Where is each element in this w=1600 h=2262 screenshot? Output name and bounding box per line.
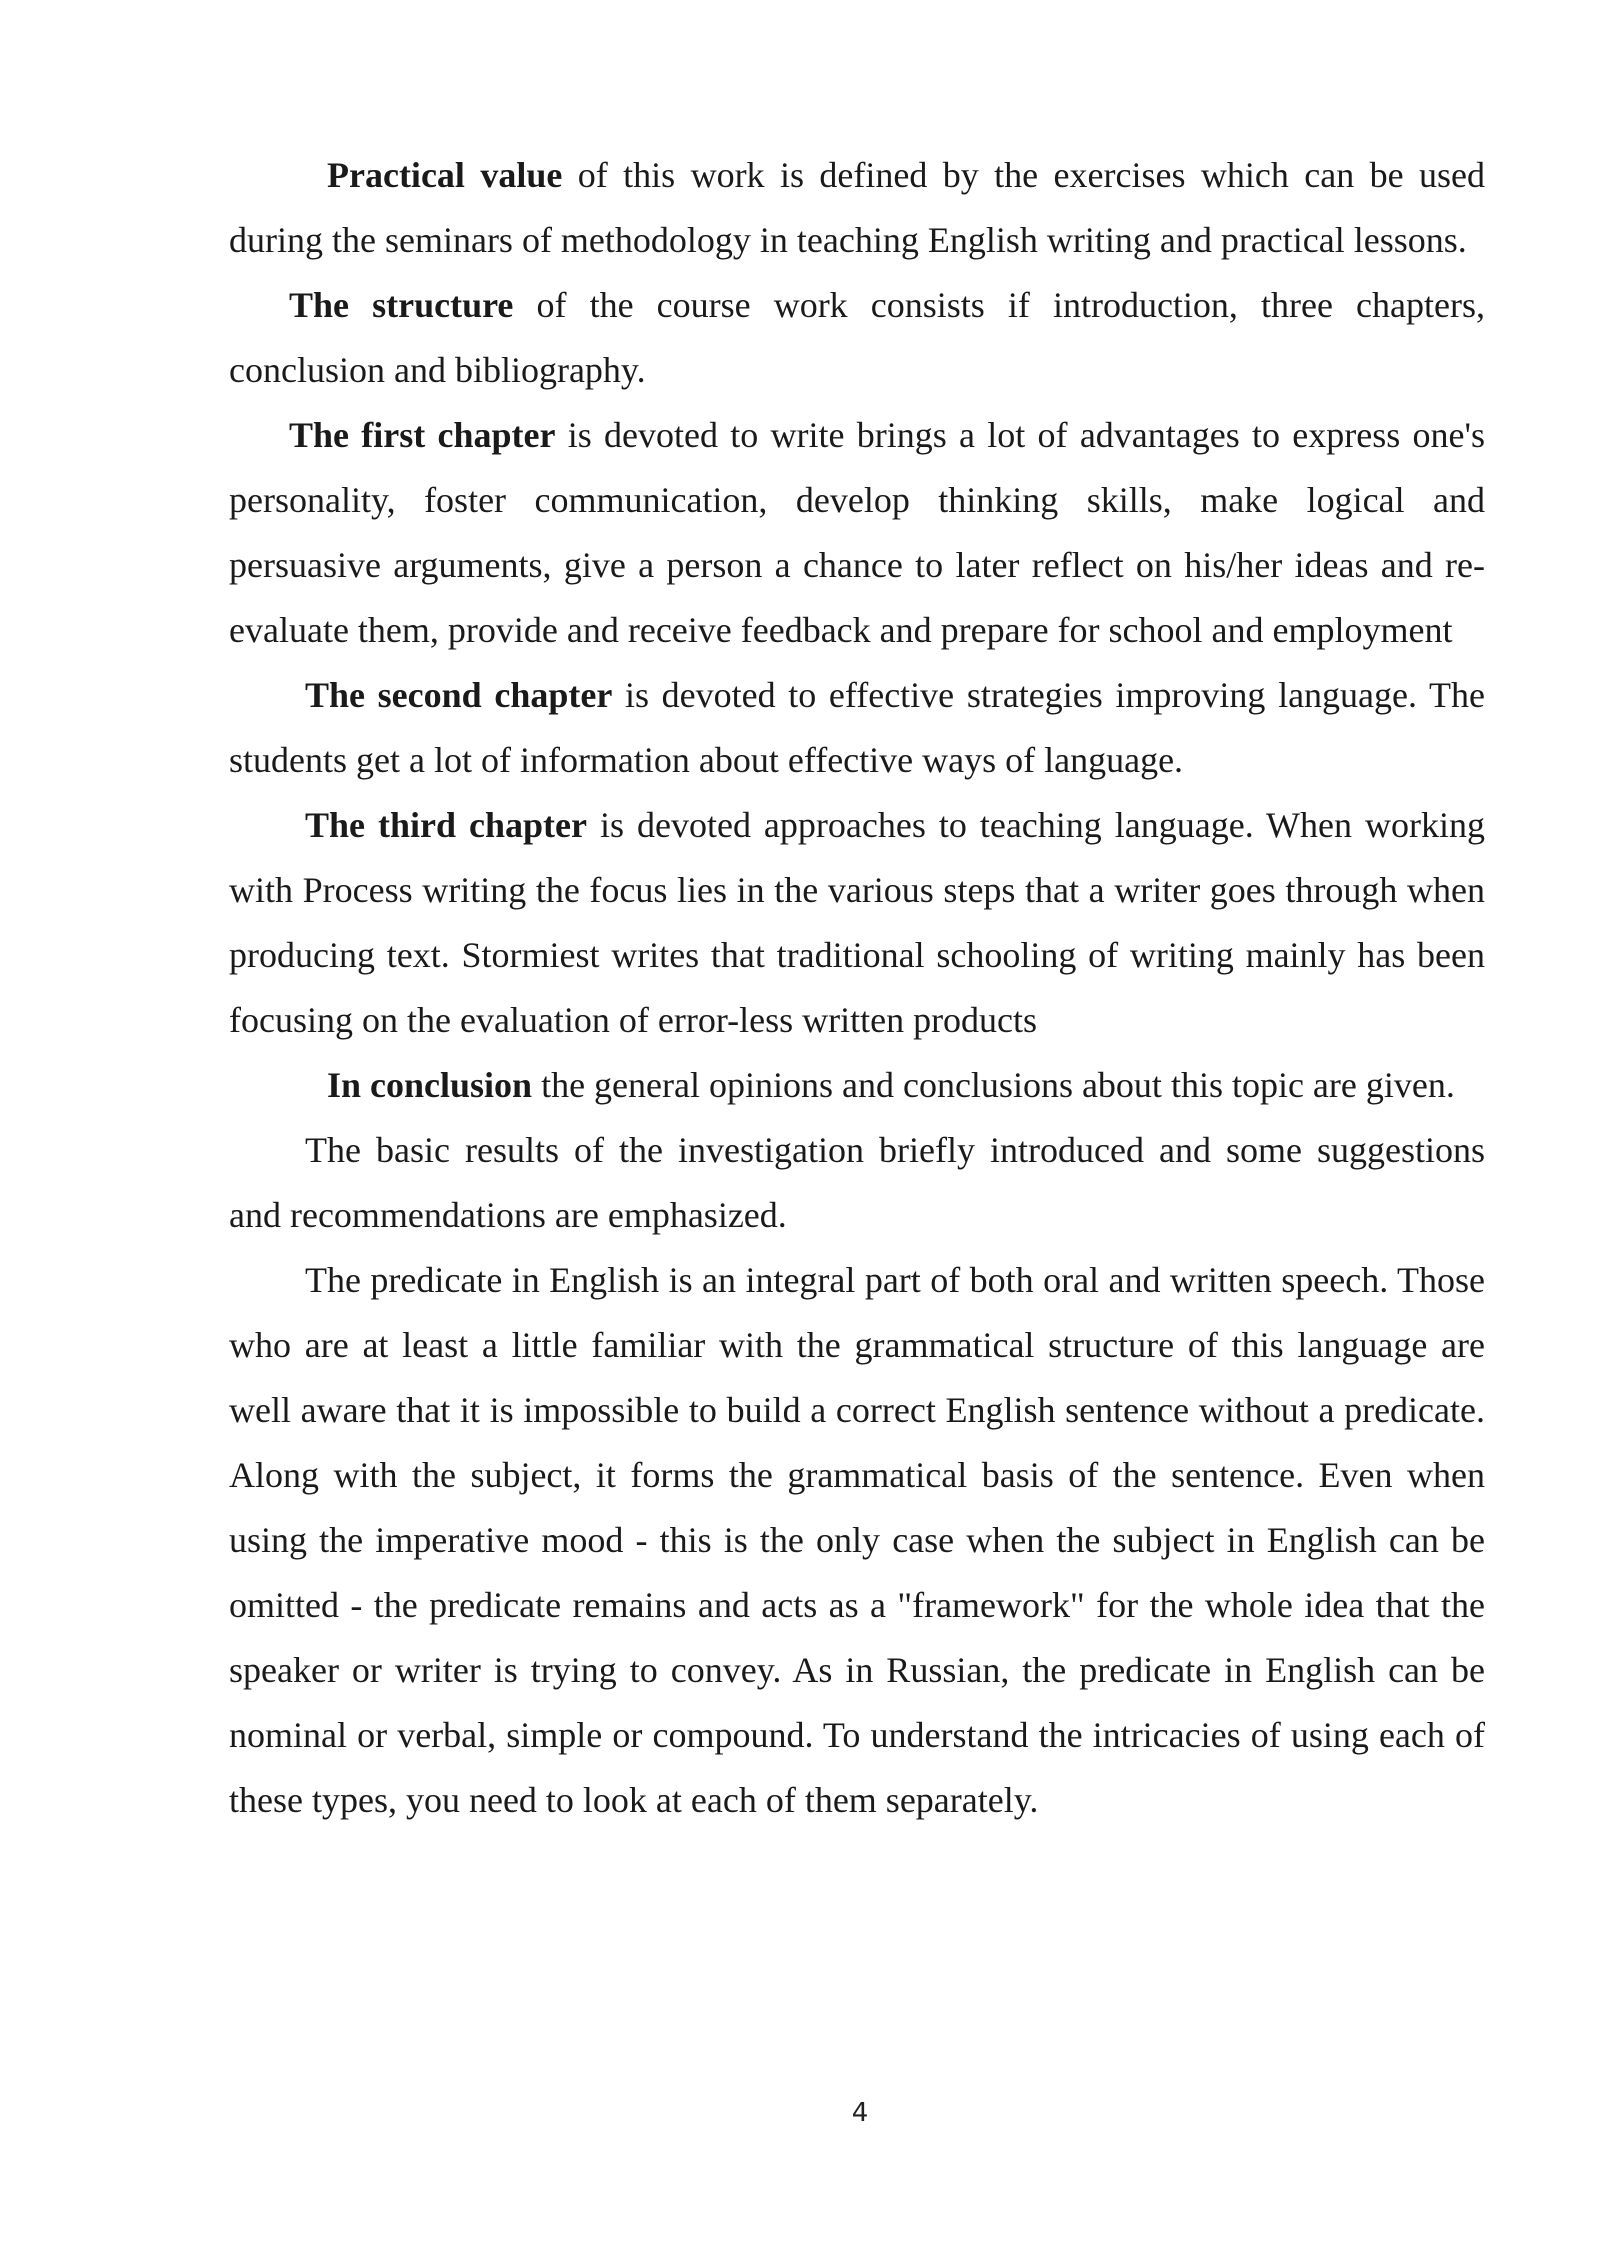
paragraph-heading: Practical value: [327, 155, 563, 195]
paragraph-text: is devoted approaches to teaching language. When working with Process writing the focus lies in the various steps that a writer goes through when producing text. Stormiest writes that traditional schooling of writing mainly has been focusing on the evaluation of error-less written products: [229, 805, 1485, 1040]
paragraph-text: The basic results of the investigation briefly introduced and some suggestions and recommendations are emphasized.: [229, 1130, 1485, 1235]
paragraph-practical-value: [229, 143, 1485, 273]
page-number: 4: [851, 2098, 869, 2128]
paragraph-text: is devoted to write brings a lot of advantages to express one's personality, foster communication, develop thinking skills, make logical and persuasive arguments, give a person a chance to later reflect on his/her ideas and re-evaluate them, provide and receive feedback and prepare for school and employment: [229, 415, 1485, 650]
paragraph-second-chapter: [229, 663, 1485, 793]
paragraph-heading: The structure: [289, 285, 514, 325]
paragraph-structure: [229, 273, 1485, 403]
paragraph-text: is devoted to effective strategies improving language. The students get a lot of information about effective ways of language.: [229, 675, 1485, 780]
paragraph-text: of the course work consists if introduction, three chapters, conclusion and bibliography.: [229, 285, 1485, 390]
paragraph-text: of this work is defined by the exercises which can be used during the seminars of methodology in teaching English writing and practical lessons.: [229, 155, 1486, 260]
paragraph-text: the general opinions and conclusions about this topic are given.: [532, 1065, 1455, 1105]
paragraph-text: The predicate in English is an integral part of both oral and written speech. Those who are at least a little familiar with the grammatical structure of this language are well aware that it is impossible to build a correct English sentence without a predicate. Along with the subject, it forms the grammatical basis of the sentence. Even when using the imperative mood - this is the only case when the subject in English can be omitted - the predicate remains and acts as a "framework" for the whole idea that the speaker or writer is trying to convey. As in Russian, the predicate in English can be nominal or verbal, simple or compound. To understand the intricacies of using each of these types, you need to look at each of them separately.: [229, 1260, 1485, 1820]
paragraph-basic-results: [229, 1118, 1485, 1248]
paragraph-heading: In conclusion: [327, 1065, 533, 1105]
paragraph-conclusion: [229, 1053, 1485, 1118]
paragraph-third-chapter: [229, 793, 1485, 1053]
paragraph-first-chapter: [229, 403, 1485, 663]
paragraph-heading: The second chapter: [305, 675, 613, 715]
paragraph-heading: The third chapter: [305, 805, 587, 845]
page-body: [229, 143, 1485, 1833]
paragraph-heading: The first chapter: [289, 415, 556, 455]
paragraph-predicate: [229, 1248, 1485, 1833]
